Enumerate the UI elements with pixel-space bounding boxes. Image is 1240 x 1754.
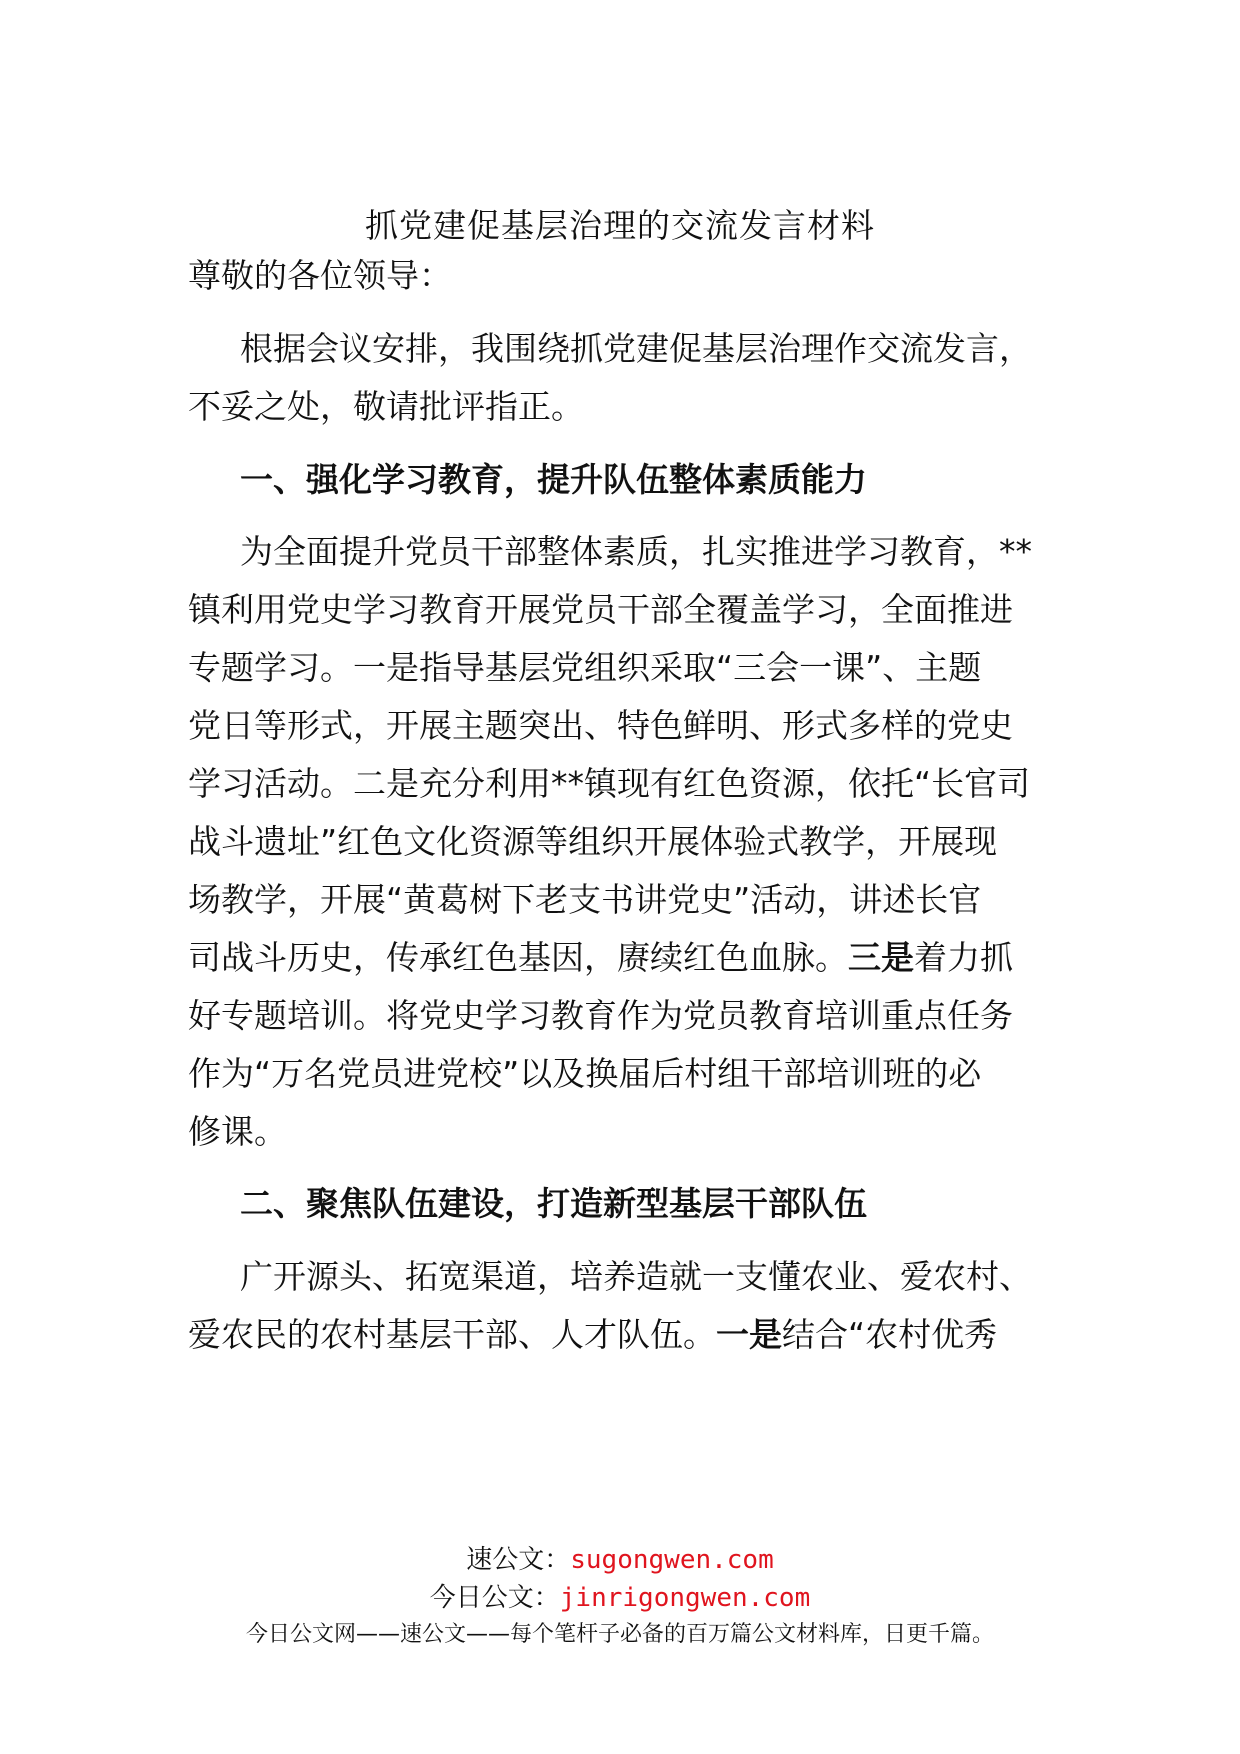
section1-line-1: 为全面提升党员干部整体素质，扎实推进学习教育，** <box>240 532 1032 571</box>
footer-tagline: 今日公文网——速公文——每个笔杆子必备的百万篇公文材料库，日更千篇。 <box>245 1622 994 1647</box>
footer-line-jinrigongwen <box>0 1580 1240 1616</box>
document-title: 抓党建促基层治理的交流发言材料 <box>365 206 875 245</box>
section2-line-2-text-a: 爱农民的农村基层干部、人才队伍。 <box>188 1315 716 1354</box>
section1-line-8-text-a: 司战斗历史，传承红色基因，赓续红色血脉。 <box>188 938 848 977</box>
section2-keyword-first: 一是 <box>716 1315 782 1354</box>
section1-line-5: 学习活动。二是充分利用**镇现有红色资源，依托“长官司 <box>188 764 1031 803</box>
section2-line-2-text-b: 结合“农村优秀 <box>782 1315 998 1354</box>
section1-keyword-third: 三是 <box>848 938 914 977</box>
section2-line-2 <box>188 1311 1068 1359</box>
section2-heading: 二、聚焦队伍建设，打造新型基层干部队伍 <box>240 1184 867 1223</box>
section1-line-11: 修课。 <box>188 1112 287 1151</box>
section1-line-6: 战斗遗址”红色文化资源等组织开展体验式教学，开展现 <box>188 822 998 861</box>
section1-line-4: 党日等形式，开展主题突出、特色鲜明、形式多样的党史 <box>188 706 1013 745</box>
footer-sugongwen-link[interactable]: sugongwen.com <box>570 1545 774 1575</box>
footer-sugongwen-label: 速公文： <box>466 1545 571 1575</box>
section1-heading: 一、强化学习教育，提升队伍整体素质能力 <box>240 460 867 499</box>
section2-line-1: 广开源头、拓宽渠道，培养造就一支懂农业、爱农村、 <box>240 1257 1032 1296</box>
section1-line-8 <box>188 934 1068 982</box>
salutation: 尊敬的各位领导： <box>188 256 452 295</box>
section1-line-3: 专题学习。一是指导基层党组织采取“三会一课”、主题 <box>188 648 982 687</box>
section1-line-9: 好专题培训。将党史学习教育作为党员教育培训重点任务 <box>188 996 1013 1035</box>
section1-line-2: 镇利用党史学习教育开展党员干部全覆盖学习，全面推进 <box>188 590 1013 629</box>
section1-line-10: 作为“万名党员进党校”以及换届后村组干部培训班的必 <box>188 1054 982 1093</box>
intro-line-1: 根据会议安排，我围绕抓党建促基层治理作交流发言， <box>240 329 1032 368</box>
section1-line-7: 场教学，开展“黄葛树下老支书讲党史”活动，讲述长官 <box>188 880 982 919</box>
footer-line-sugongwen <box>0 1542 1240 1578</box>
footer-jinrigongwen-label: 今日公文： <box>429 1583 560 1613</box>
section1-line-8-text-b: 着力抓 <box>914 938 1013 977</box>
intro-line-2: 不妥之处，敬请批评指正。 <box>188 387 584 426</box>
footer-jinrigongwen-link[interactable]: jinrigongwen.com <box>559 1583 811 1613</box>
